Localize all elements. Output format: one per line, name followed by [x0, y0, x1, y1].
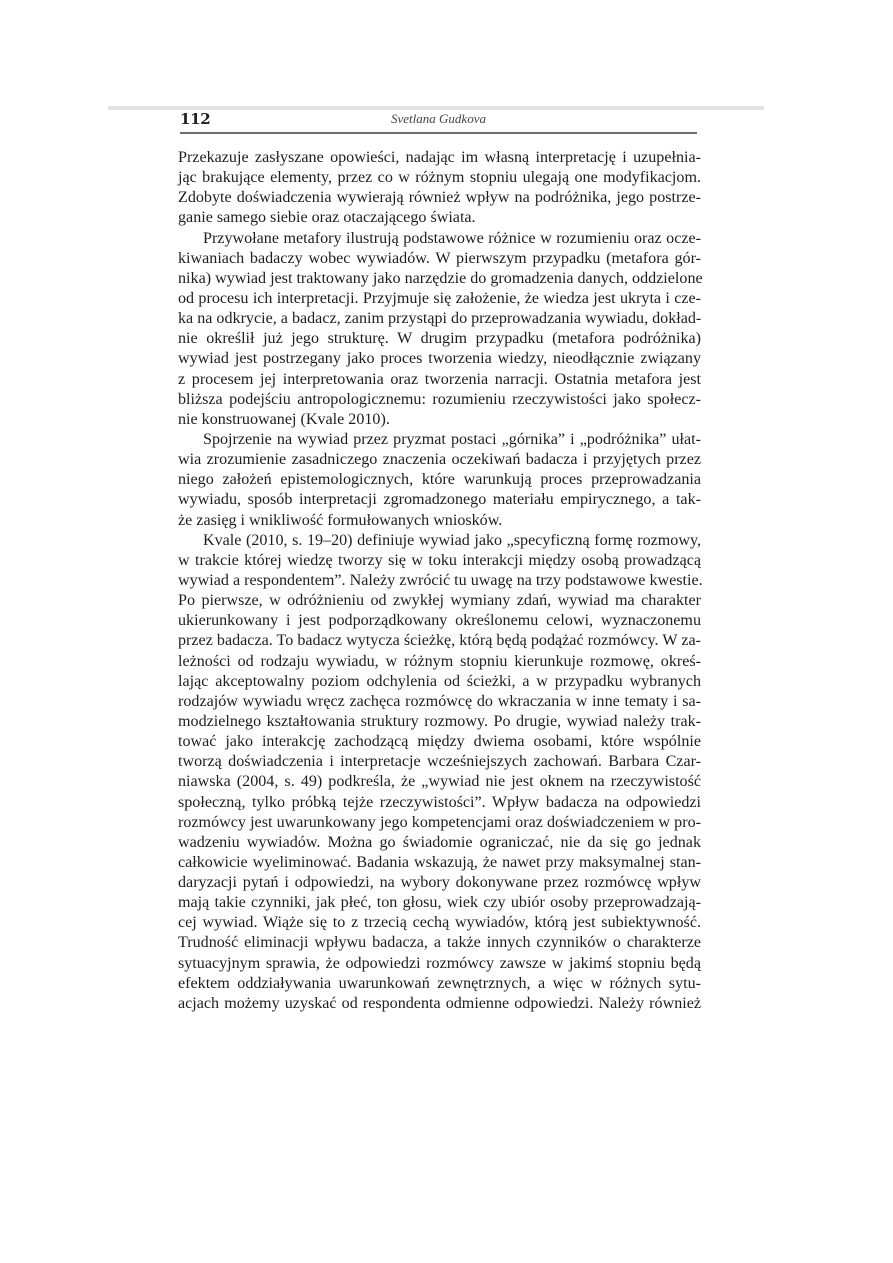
- text-line: nika) wywiad jest traktowany jako narzędzie do gromadzenia danych, oddzielone: [178, 269, 703, 287]
- text-line: nie konstruowanej (Kvale 2010).: [178, 410, 390, 428]
- text-line: całkowicie wyeliminować. Badania wskazują, że nawet przy maksymalnej stan-: [178, 853, 701, 871]
- text-line: wywiad a respondentem”. Należy zwrócić tu uwagę na trzy podstawowe kwestie.: [178, 571, 703, 589]
- paragraph: [178, 531, 701, 1014]
- text-line: niawska (2004, s. 49) podkreśla, że „wywiad nie jest oknem na rzeczywistość: [178, 773, 701, 791]
- running-header: [180, 110, 697, 134]
- body-text: [178, 148, 701, 1014]
- text-line: rozmówcy jest uwarunkowany jego kompetencjami oraz doświadczeniem w pro-: [178, 813, 701, 831]
- text-line: Zdobyte doświadczenia wywierają również wpływ na podróżnika, jego postrze-: [178, 189, 701, 207]
- text-line: nie określił już jego strukturę. W drugim przypadku (metafora podróżnika): [178, 330, 701, 348]
- text-line: mają takie czynniki, jak płeć, ton głosu, wiek czy ubiór osoby przeprowadzają-: [178, 894, 701, 912]
- text-line: że zasięg i wnikliwość formułowanych wniosków.: [178, 511, 503, 529]
- text-line: Spojrzenie na wywiad przez pryzmat postaci „górnika” i „podróżnika” ułat-: [203, 430, 701, 448]
- text-line: przez badacza. To badacz wytycza ścieżkę, którą będą podążać rozmówcy. W za-: [178, 632, 701, 650]
- running-head-author: Svetlana Gudkova: [391, 111, 486, 126]
- text-line: w trakcie której wiedzę tworzy się w toku interakcji między osobą prowadzącą: [178, 551, 701, 569]
- text-line: ganie samego siebie oraz otaczającego świata.: [178, 209, 476, 227]
- text-line: kiwaniach badaczy wobec wywiadów. W pierwszym przypadku (metafora gór-: [178, 249, 701, 267]
- text-line: sytuacyjnym sprawia, że odpowiedzi rozmówcy zawsze w jakimś stopniu będą: [178, 954, 701, 972]
- text-line: efektem oddziaływania uwarunkowań zewnętrznych, a więc w różnych sytu-: [178, 974, 701, 992]
- text-line: Przywołane metafory ilustrują podstawowe różnice w rozumieniu oraz ocze-: [203, 229, 701, 247]
- text-line: rodzajów wywiadu wręcz zachęca rozmówcę do wkraczania w inne tematy i sa-: [178, 692, 701, 710]
- text-line: bliższa podejściu antropologicznemu: rozumieniu rzeczywistości jako społecz-: [178, 390, 701, 408]
- paragraph: [178, 430, 701, 531]
- text-line: wywiadu, sposób interpretacji zgromadzonego materiału empirycznego, a tak-: [178, 491, 701, 509]
- text-line: leżności od rodzaju wywiadu, w różnym stopniu kierunkuje rozmowę, okreś-: [178, 652, 701, 670]
- text-line: wywiad jest postrzegany jako proces tworzenia wiedzy, nieodłącznie związany: [178, 350, 701, 368]
- text-line: wadzeniu wywiadów. Można go świadomie ograniczać, nie da się go jednak: [178, 833, 701, 851]
- paragraph: [178, 229, 701, 430]
- text-line: cej wywiad. Wiąże się to z trzecią cechą wywiadów, którą jest subiektywność.: [178, 914, 701, 932]
- text-line: ukierunkowany i jest podporządkowany określonemu celowi, wyznaczonemu: [178, 612, 701, 630]
- text-line: jąc brakujące elementy, przez co w różnym stopniu ulegają one modyfikacjom.: [178, 169, 701, 187]
- text-line: Kvale (2010, s. 19–20) definiuje wywiad jako „specyficzną formę rozmowy,: [203, 531, 701, 549]
- text-line: tować jako interakcję zachodzącą między dwiema osobami, które wspólnie: [178, 733, 701, 751]
- text-line: Trudność eliminacji wpływu badacza, a także innych czynników o charakterze: [178, 934, 701, 952]
- text-line: społeczną, tylko próbką tejże rzeczywistości”. Wpływ badacza na odpowiedzi: [178, 793, 701, 811]
- text-line: z procesem jej interpretowania oraz tworzenia narracji. Ostatnia metafora jest: [178, 370, 701, 388]
- text-line: Po pierwsze, w odróżnieniu od zwykłej wymiany zdań, wywiad ma charakter: [178, 592, 701, 610]
- text-line: acjach możemy uzyskać od respondenta odmienne odpowiedzi. Należy również: [178, 994, 701, 1012]
- text-line: modzielnego kształtowania struktury rozmowy. Po drugie, wywiad należy trak-: [178, 712, 701, 730]
- text-line: wia zrozumienie zasadniczego znaczenia oczekiwań badacza i przyjętych przez: [178, 451, 701, 469]
- paragraph: [178, 148, 701, 229]
- text-line: Przekazuje zasłyszane opowieści, nadając im własną interpretację i uzupełnia-: [178, 149, 701, 166]
- paragraphs: [178, 148, 701, 1014]
- text-line: daryzacji pytań i odpowiedzi, na wybory dokonywane przez rozmówcę wpływ: [178, 874, 701, 892]
- text-line: niego założeń epistemologicznych, które warunkują proces przeprowadzania: [178, 471, 701, 489]
- text-line: tworzą doświadczenia i interpretacje wcześniejszych zachowań. Barbara Czar-: [178, 753, 701, 771]
- text-line: od procesu ich interpretacji. Przyjmuje się założenie, że wiedza jest ukryta i cze-: [178, 289, 701, 307]
- text-line: lając akceptowalny poziom odchylenia od ścieżki, a w przypadku wybranych: [178, 672, 701, 690]
- text-line: ka na odkrycie, a badacz, zanim przystąpi do przeprowadzania wywiadu, dokład-: [178, 310, 702, 328]
- page-number: 112: [180, 110, 211, 128]
